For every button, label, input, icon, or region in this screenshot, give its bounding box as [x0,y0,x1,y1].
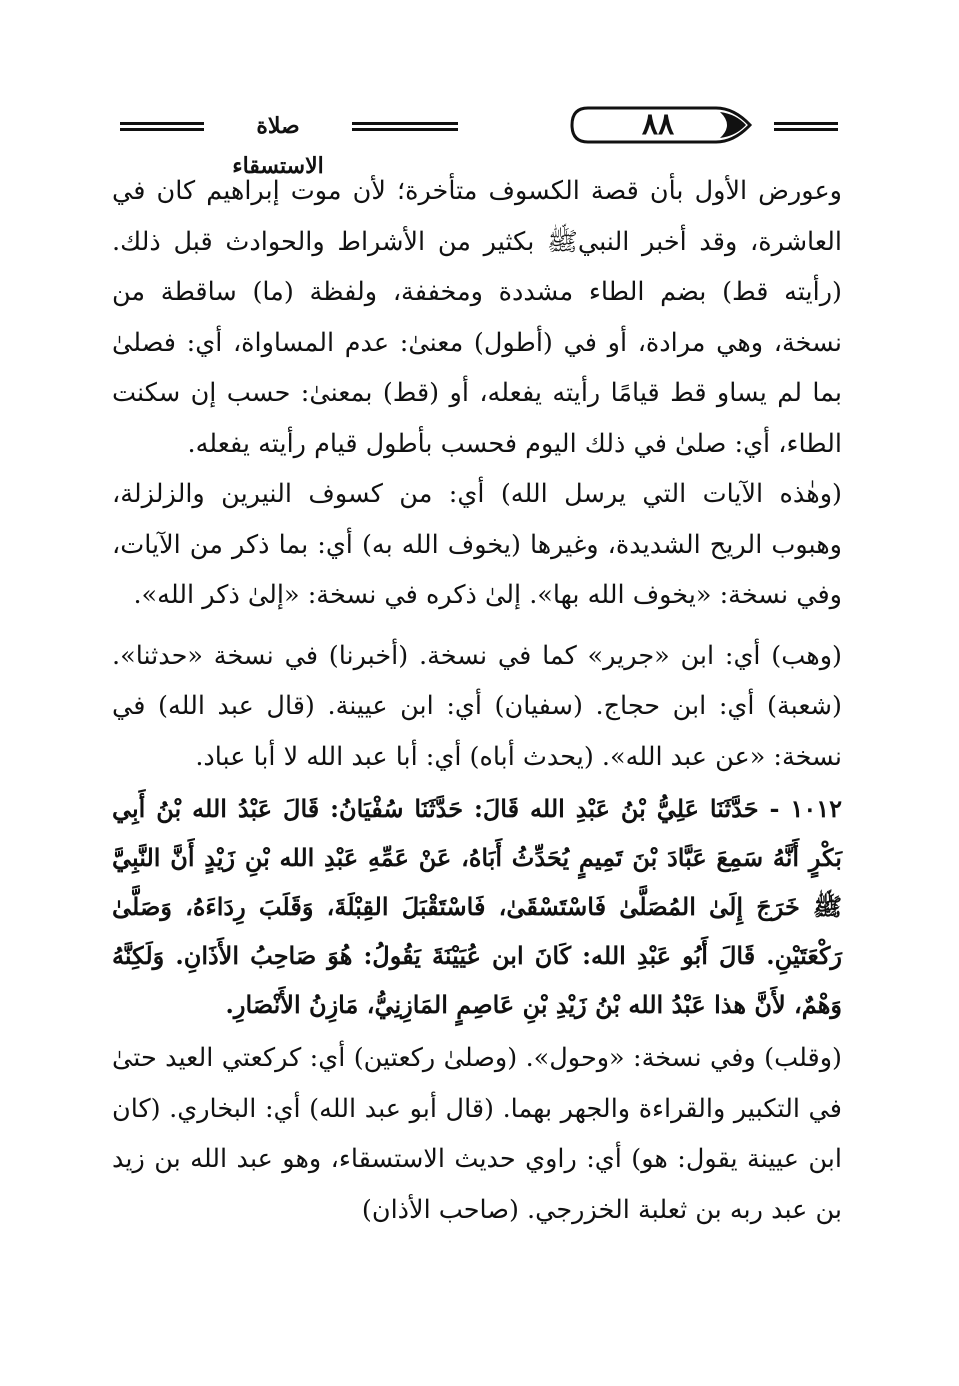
header-rule-middle [352,122,458,131]
commentary-paragraph: (وهب) أي: ابن «جرير» كما في نسخة. (أخبرنا) في نسخة «حدثنا». (شعبة) أي: ابن حجاج. (سفيان) أي: ابن عيينة. (قال عبد الله) في نسخة: «عن عبد الله». (يحدث أباه) أي: أبا عبد الله لا أبا عباد. [112,640,842,772]
page-number-badge [468,102,768,148]
commentary-paragraph: (وهٰذه الآيات التي يرسل الله) أي: من كسوف النيرين والزلزلة، وهبوب الريح الشديدة، وغيرها (يخوف الله به) أي: بما ذكر من الآيات، وفي نسخة: «يخوف الله بها». إلىٰ ذكره في نسخة: «إلىٰ ذكر الله». [112,479,842,610]
page-number: ٨٨ [641,107,675,142]
page-body [112,166,842,1235]
commentary-paragraph: (وقلب) وفي نسخة: «وحول». (وصلىٰ ركعتين) أي: كركعتي العيد حتىٰ في التكبير والقراءة والجهر بهما. (قال أبو عبد الله) أي: البخاري. (كان ابن عيينة يقول: هو) أي: راوي حديث الاستسقاء، وهو عبد الله بن زيد بن عبد ربه بن ثعلبة الخزرجي. (صاحب الأذان) [112,1043,843,1225]
commentary-paragraph: وعورض الأول بأن قصة الكسوف متأخرة؛ لأن موت إبراهيم كان في العاشرة، وقد أخبر النبيﷺ بكثير من الأشراط والحوادث قبل ذلك. (رأيته قط) بضم الطاء مشددة ومخففة، ولفظة (ما) ساقطة من نسخة، وهي مرادة، أو في (أطول) معنىٰ: عدم المساواة، أي: فصلىٰ بما لم يساو قط قيامًا رأيته يفعله، أو (قط) بمعنىٰ: حسب إن سكنت الطاء، أي: صلىٰ في ذلك اليوم فحسب بأطول قيام رأيته يفعله. [112,176,842,459]
running-header [120,100,838,179]
running-title: صلاة الاستسقاء [232,113,324,179]
hadith-text: ١٠١٢ - حَدَّثَنَا عَلِيُّ بْنُ عَبْدِ الله قَالَ: حَدَّثَنَا سُفْيَانُ: قَالَ عَبْدُ الله بْنُ أَبِي بَكْرٍ أَنَّهُ سَمِعَ عَبَّادَ بْنَ تَمِيمٍ يُحَدِّثُ أَبَاهُ، عَنْ عَمِّهِ عَبْدِ الله بْنِ زَيْدٍ أَنَّ النَّبِيَّ ﷺ خَرَجَ إِلَىٰ المُصَلَّىٰ فَاسْتَسْقَىٰ، فَاسْتَقْبَلَ القِبْلَةَ، وَقَلَبَ رِدَاءَهُ، وَصَلَّىٰ رَكْعَتَيْنِ. قَالَ أَبُو عَبْدِ الله: كَانَ ابن عُيَيْنَةَ يَقُولُ: هُوَ صَاحِبُ الأَذَانِ. وَلَكِنَّهُ وَهْمٌ، لأَنَّ هذا عَبْدُ الله بْنُ زَيْدِ بْنِ عَاصِمٍ المَازِنِيُّ، مَازِنُ الأَنْصَارِ. [112,794,842,1019]
header-rule-left [120,122,204,131]
header-rule-right [774,122,838,131]
